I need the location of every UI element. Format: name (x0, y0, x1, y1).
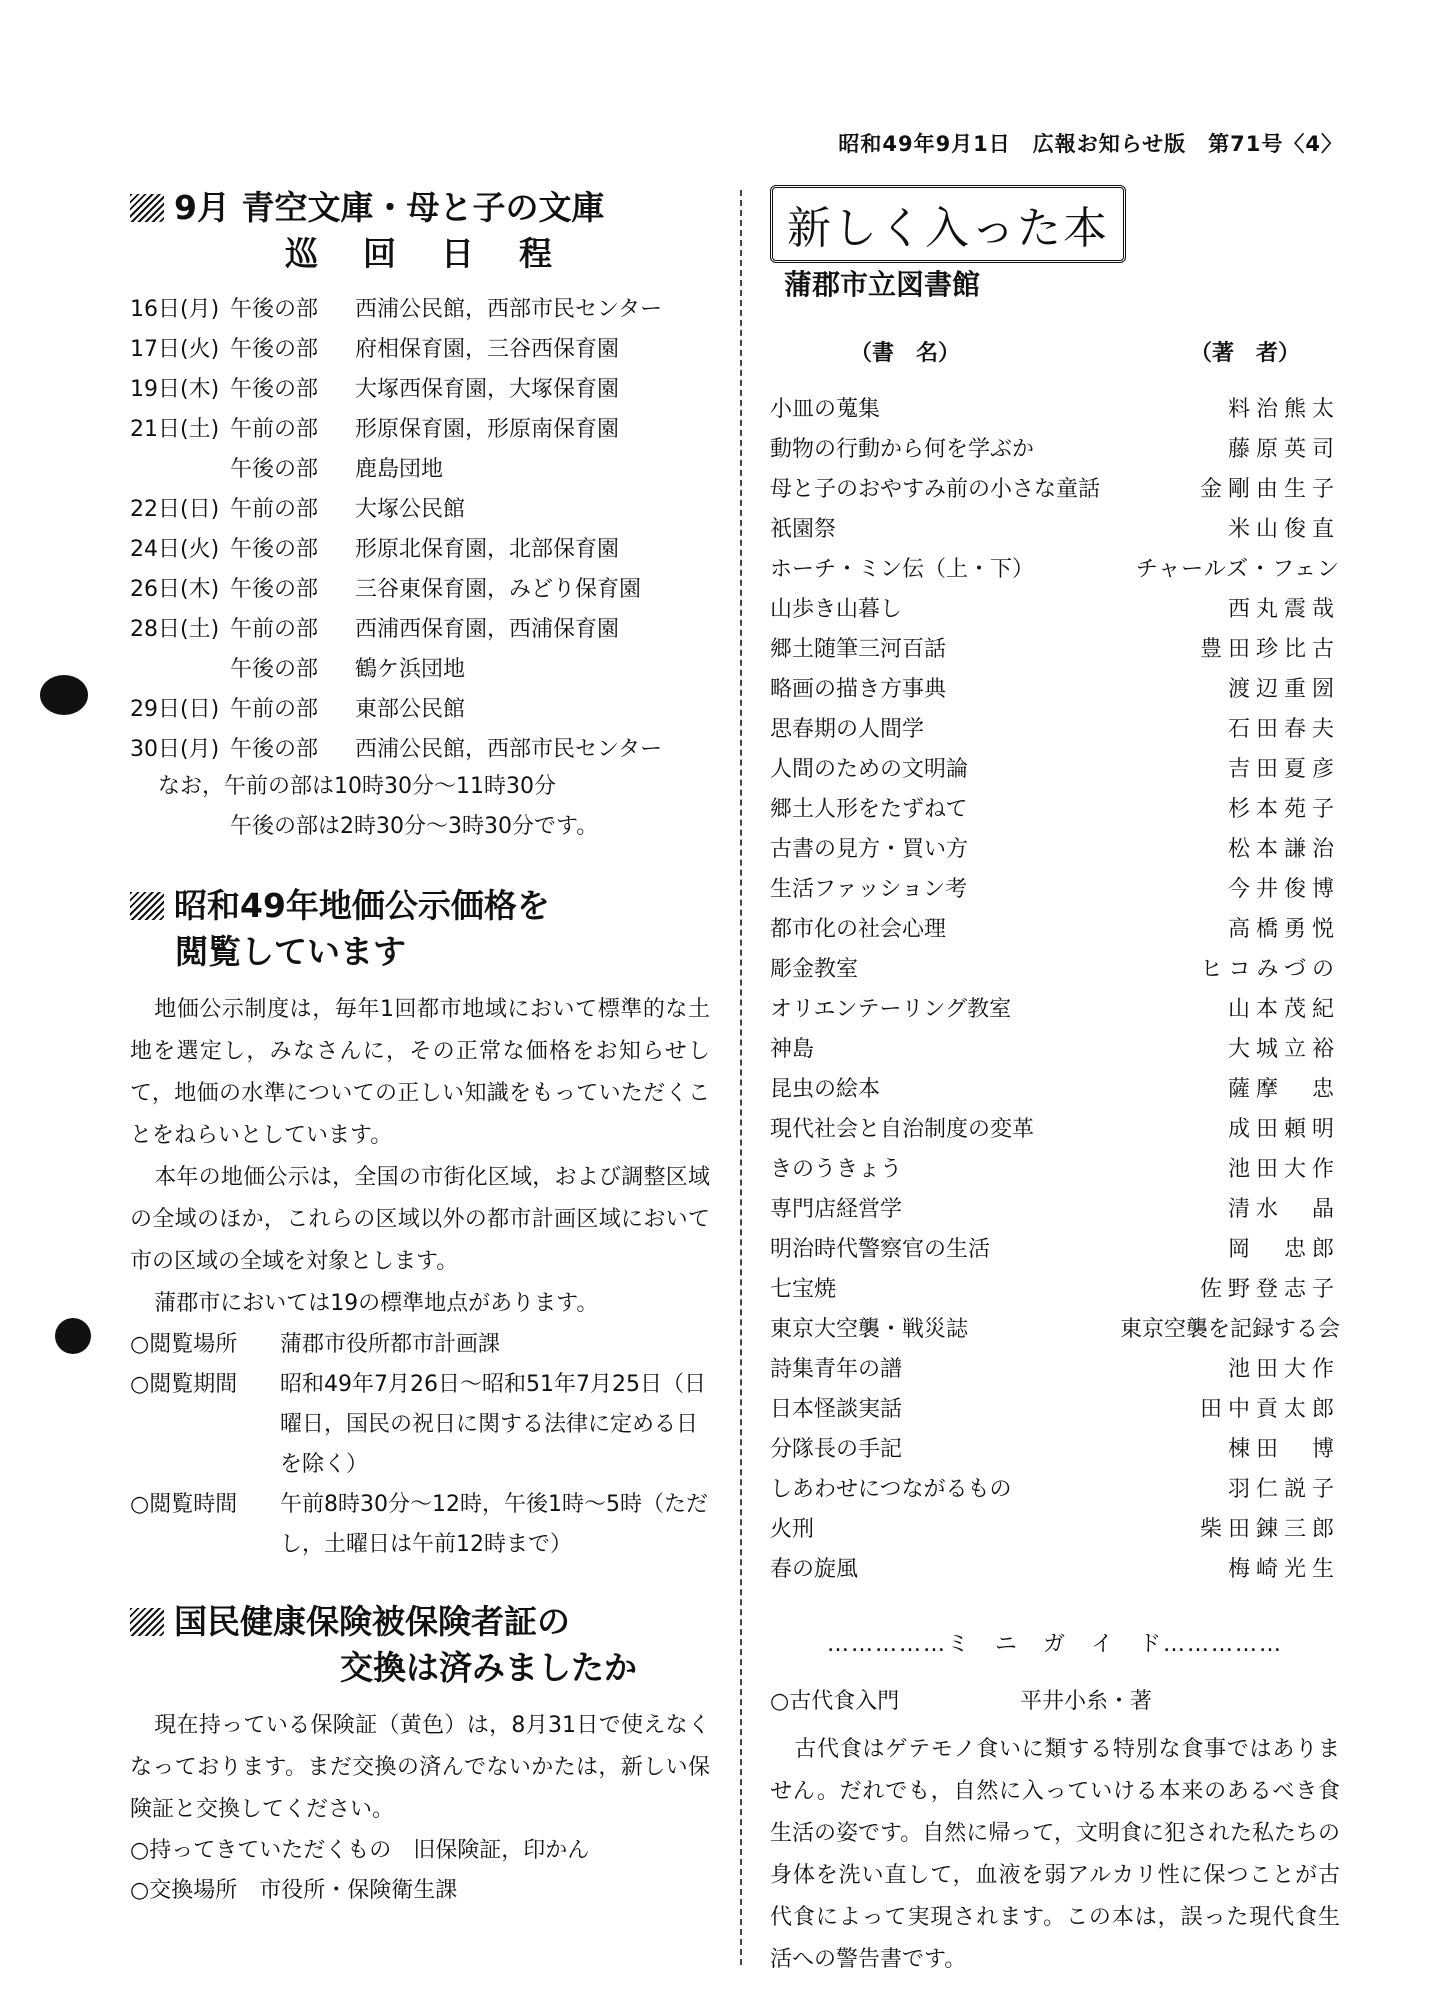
schedule-note: なお，午前の部は10時30分～11時30分 (158, 774, 556, 799)
section-subtitle: 閲覧しています (175, 932, 406, 971)
schedule-row: 30日(月) 午後の部 西浦公民館，西部市民センター (130, 736, 663, 762)
book-row: 神島 大城立裕 (770, 1036, 1340, 1062)
book-row: 分隊長の手記 棟田 博 (770, 1436, 1340, 1462)
land-price-section (130, 883, 710, 1565)
info-item: ○持ってきていただくもの 旧保険証，印かん (130, 1838, 590, 1863)
book-row: 郷土人形をたずねて 杉本苑子 (770, 796, 1340, 822)
book-row: しあわせにつながるもの 羽仁説子 (770, 1476, 1340, 1502)
schedule-section (130, 185, 710, 847)
schedule-row: 午後の部 鶴ケ浜団地 (230, 656, 466, 682)
book-row: 春の旋風 梅崎光生 (770, 1556, 1340, 1582)
info-item: ○閲覧場所 蒲郡市役所都市計画課 (130, 1332, 501, 1357)
book-row: 明治時代警察官の生活 岡 忠郎 (770, 1236, 1340, 1262)
schedule-row: 24日(火) 午後の部 形原北保育園，北部保育園 (130, 536, 620, 562)
section-subtitle: 巡 回 日 程 (285, 234, 558, 273)
left-column (130, 185, 710, 1911)
schedule-table (130, 287, 710, 847)
guide-book-author: 平井小糸・著 (1020, 1689, 1153, 1714)
section-title: 9月 青空文庫・母と子の文庫 (130, 185, 710, 231)
book-row: 詩集青年の譜 池田大作 (770, 1356, 1340, 1382)
book-row: 略画の描き方事典 渡辺重圀 (770, 676, 1340, 702)
schedule-row: 26日(木) 午後の部 三谷東保育園，みどり保育園 (130, 576, 642, 602)
book-row: 彫金教室 ヒコみづの (770, 956, 1340, 982)
mini-guide-label: ……………ミ ニ ガ イ ド…………… (826, 1632, 1283, 1657)
page-header: 昭和49年9月1日 広報お知らせ版 第71号〈4〉 (838, 132, 1343, 156)
book-row: 郷土随筆三河百話 豊田珍比古 (770, 636, 1340, 662)
ink-blot (40, 675, 88, 715)
book-row: 生活ファッション考 今井俊博 (770, 876, 1340, 902)
guide-text: 古代食はゲテモノ食いに類する特別な食事ではありません。だれでも，自然に入っていける本来のあるべき食生活の姿です。自然に帰って，文明食に犯された私たちの身体を洗い直して，血液を弱アルカリ性に保つことが古代食によって実現されます。この本は，誤った現代食生活への警告書です。 (770, 1737, 1340, 1972)
book-row: 都市化の社会心理 高橋勇悦 (770, 916, 1340, 942)
book-row: 思春期の人間学 石田春夫 (770, 716, 1340, 742)
book-row: ホーチ・ミン伝（上・下） チャールズ・フェン (770, 556, 1340, 582)
book-list (770, 387, 1340, 1587)
book-row: 母と子のおやすみ前の小さな童話 金剛由生子 (770, 476, 1340, 502)
book-row: オリエンテーリング教室 山本茂紀 (770, 996, 1340, 1022)
hatch-mark-icon (130, 1608, 164, 1636)
book-row: 昆虫の絵本 薩摩 忠 (770, 1076, 1340, 1102)
title-column-header: （書 名） (850, 341, 961, 366)
section-title: 国民健康保険被保険者証の (130, 1599, 710, 1645)
info-item: ○閲覧期間 昭和49年7月26日～昭和51年7月25日（日曜日，国民の祝日に関する法律に定める日を除く） (130, 1372, 706, 1477)
guide-book (770, 1684, 1340, 1715)
book-row: 専門店経営学 清水 晶 (770, 1196, 1340, 1222)
author-column-header: （著 者） (1189, 341, 1300, 366)
paragraph: 地価公示制度は，毎年1回都市地域において標準的な土地を選定し，みなさんに，その正常な価格をお知らせして，地価の水準についての正しい知識をもっていただくことをねらいとしています。 (130, 997, 710, 1148)
book-list-header (850, 336, 1300, 367)
schedule-row: 28日(土) 午前の部 西浦西保育園，西浦保育園 (130, 616, 620, 642)
insurance-section (130, 1599, 710, 1911)
book-row: 祇園祭 米山俊直 (770, 516, 1340, 542)
ink-blot (55, 1318, 91, 1354)
section-title: 昭和49年地価公示価格を (130, 883, 710, 929)
info-item: ○交換場所 市役所・保険衛生課 (130, 1878, 458, 1903)
book-row: 古書の見方・買い方 松本謙治 (770, 836, 1340, 862)
book-row: 東京大空襲・戦災誌 東京空襲を記録する会 (770, 1316, 1340, 1342)
schedule-row: 19日(木) 午後の部 大塚西保育園，大塚保育園 (130, 376, 620, 402)
book-row: 七宝焼 佐野登志子 (770, 1276, 1340, 1302)
schedule-note: 午後の部は2時30分～3時30分です。 (230, 814, 599, 839)
paragraph: 本年の地価公示は，全国の市街化区域，および調整区域の全域のほか，これらの区域以外の都市計画区域において市の区域の全域を対象とします。 (130, 1165, 710, 1274)
schedule-row: 21日(土) 午前の部 形原保育園，形原南保育園 (130, 416, 620, 442)
book-row: 現代社会と自治制度の変革 成田頼明 (770, 1116, 1340, 1142)
info-item: ○閲覧時間 午前8時30分～12時，午後1時～5時（ただし，土曜日は午前12時まで） (130, 1492, 708, 1557)
book-row: 人間のための文明論 吉田夏彦 (770, 756, 1340, 782)
right-column (770, 185, 1340, 1981)
column-divider (740, 190, 742, 1965)
new-books-heading (770, 185, 1340, 314)
book-row: 小皿の蒐集 料治熊太 (770, 396, 1340, 422)
section-subtitle: 交換は済みましたか (340, 1648, 637, 1687)
schedule-row: 16日(月) 午後の部 西浦公民館，西部市民センター (130, 296, 663, 322)
book-row: 日本怪談実話 田中貢太郎 (770, 1396, 1340, 1422)
hatch-mark-icon (130, 892, 164, 920)
new-books-title: 新しく入った本 (770, 185, 1126, 263)
schedule-row: 29日(日) 午前の部 東部公民館 (130, 696, 466, 722)
schedule-row: 22日(日) 午前の部 大塚公民館 (130, 496, 466, 522)
book-row: 火刑 柴田錬三郎 (770, 1516, 1340, 1542)
guide-book-title: ○古代食入門 (770, 1689, 900, 1714)
book-row: きのうきょう 池田大作 (770, 1156, 1340, 1182)
book-row: 動物の行動から何を学ぶか 藤原英司 (770, 436, 1340, 462)
hatch-mark-icon (130, 194, 164, 222)
schedule-row: 17日(火) 午後の部 府相保育園，三谷西保育園 (130, 336, 620, 362)
library-name: 蒲郡市立図書館 (784, 268, 981, 301)
book-row: 山歩き山暮し 西丸震哉 (770, 596, 1340, 622)
schedule-row: 午後の部 鹿島団地 (230, 456, 444, 482)
paragraph: 蒲郡市においては19の標準地点があります。 (154, 1291, 599, 1316)
paragraph: 現在持っている保険証（黄色）は，8月31日で使えなくなっております。まだ交換の済んでないかたは，新しい保険証と交換してください。 (130, 1713, 710, 1822)
